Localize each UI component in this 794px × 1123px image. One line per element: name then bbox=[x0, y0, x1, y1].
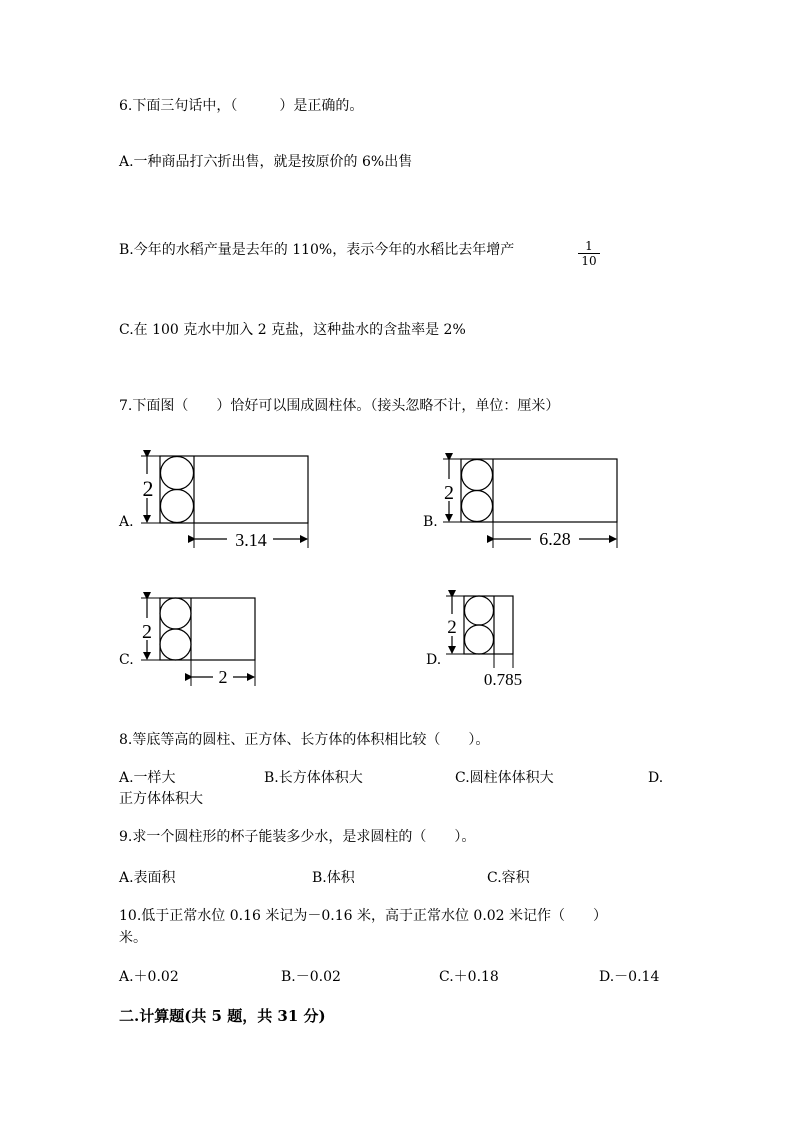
q7-a-height-label: 2 bbox=[142, 476, 154, 501]
q7-figure-c bbox=[135, 592, 265, 696]
q7-figure-b-label: B. bbox=[423, 514, 438, 530]
q10-option-a: A.＋0.02 bbox=[119, 969, 179, 985]
q7-c-height-label: 2 bbox=[142, 621, 152, 643]
q7-d-width-label: 0.785 bbox=[483, 670, 523, 689]
q6-option-c: C.在 100 克水中加入 2 克盐，这种盐水的含盐率是 2% bbox=[119, 322, 466, 338]
q8-option-b: B.长方体体积大 bbox=[264, 770, 363, 786]
q6-option-a: A.一种商品打六折出售，就是按原价的 6%出售 bbox=[119, 154, 413, 170]
q8-option-c: C.圆柱体体积大 bbox=[455, 770, 554, 786]
q7-figure-b bbox=[437, 453, 622, 557]
q7-stem: 7.下面图（ ）恰好可以围成圆柱体。（接头忽略不计，单位：厘米） bbox=[119, 398, 560, 414]
q7-c-width-label: 2 bbox=[218, 667, 228, 687]
q7-figure-a bbox=[135, 450, 315, 554]
q7-b-height-label: 2 bbox=[444, 482, 454, 504]
q10-option-c: C.＋0.18 bbox=[439, 969, 499, 985]
q10-option-b: B.－0.02 bbox=[281, 969, 341, 985]
q8-stem: 8.等底等高的圆柱、正方体、长方体的体积相比较（ ）。 bbox=[119, 732, 490, 748]
q6-option-b-fraction bbox=[578, 239, 600, 268]
q9-option-a: A.表面积 bbox=[119, 870, 176, 886]
fraction-denominator: 10 bbox=[578, 253, 600, 268]
q9-stem: 9.求一个圆柱形的杯子能装多少水，是求圆柱的（ ）。 bbox=[119, 829, 476, 845]
q10-option-d: D.－0.14 bbox=[599, 969, 660, 985]
q6-stem: 6.下面三句话中，（ ）是正确的。 bbox=[119, 98, 364, 114]
q9-option-b: B.体积 bbox=[312, 870, 355, 886]
q8-option-d: D. bbox=[648, 770, 664, 786]
q7-figure-a-label: A. bbox=[119, 514, 134, 530]
q9-option-c: C.容积 bbox=[487, 870, 530, 886]
q7-figure-d bbox=[440, 590, 540, 694]
section-title: 二.计算题(共 5 题，共 31 分) bbox=[119, 1007, 326, 1025]
q7-d-height-label: 2 bbox=[447, 617, 457, 638]
q6-option-b: B.今年的水稻产量是去年的 110%，表示今年的水稻比去年增产 bbox=[119, 242, 515, 258]
q7-figure-c-label: C. bbox=[119, 652, 134, 668]
q7-a-width-label: 3.14 bbox=[235, 530, 267, 550]
q8-option-a: A.一样大 bbox=[119, 770, 176, 786]
q10-stem: 10.低于正常水位 0.16 米记为－0.16 米，高于正常水位 0.02 米记作（ ） bbox=[119, 908, 608, 924]
fraction-numerator: 1 bbox=[585, 239, 593, 253]
q7-b-width-label: 6.28 bbox=[539, 529, 571, 549]
q10-stem-cont: 米。 bbox=[119, 930, 147, 946]
q7-figure-d-label: D. bbox=[426, 652, 442, 668]
q8-option-d-cont: 正方体体积大 bbox=[119, 791, 203, 807]
